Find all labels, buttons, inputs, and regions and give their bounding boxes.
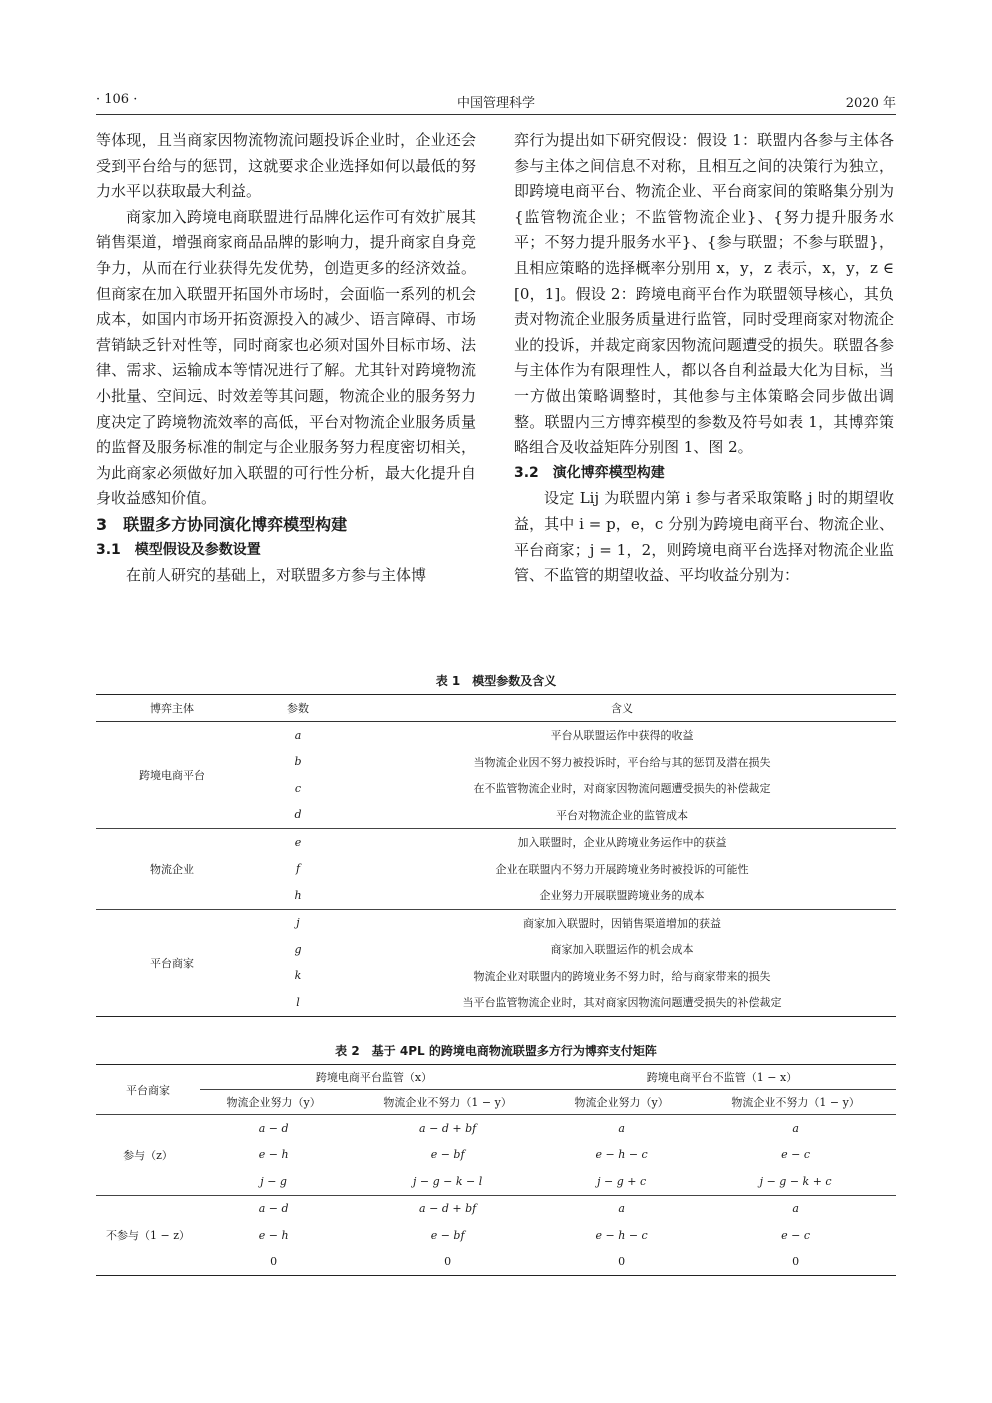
table2-row-label: 不参与（1 − z） — [105, 1229, 190, 1243]
table1-header: 参数 — [248, 695, 348, 722]
left-column — [96, 128, 476, 589]
table1-subject: 物流企业 — [96, 829, 248, 910]
paragraph: 等体现，且当商家因物流物流问题投诉企业时，企业还会受到平台给与的惩罚，这就要求企业选择如何以最低的努力水平以获取最大利益。 — [96, 131, 476, 201]
table2-subheader: 物流企业努力（y） — [548, 1090, 695, 1115]
table2-caption: 表 2 基于 4PL 的跨境电商物流联盟多方行为博弈支付矩阵 — [335, 1044, 657, 1058]
table2-cell: e − h − c — [595, 1228, 648, 1242]
table2-group-header: 跨境电商平台不监管（1 − x） — [548, 1065, 896, 1090]
table2-cell: 0 — [792, 1255, 800, 1269]
table2-cell: j − g − k − l — [347, 1168, 548, 1195]
table2-cell: e − c — [781, 1148, 811, 1162]
table2-cell: a — [618, 1121, 625, 1135]
table2-cell: 0 — [618, 1255, 626, 1269]
paragraph: 在前人研究的基础上，对联盟多方参与主体博 — [126, 566, 427, 585]
table2-cell: a − d — [258, 1202, 289, 1216]
table2-cell: a − d — [258, 1121, 289, 1135]
section-heading: 3 联盟多方协同演化博弈模型构建 — [96, 514, 348, 534]
paragraph: 设定 Lij 为联盟内第 i 参与者采取策略 j 时的期望收益，其中 i = p，e，c 分别为跨境电商平台、物流企业、平台商家；j = 1，2，则跨境电商平台选择对物流企业监管、不监管的期望收益、平均收益分别为： — [514, 489, 894, 585]
page-number: · 106 · — [96, 92, 138, 107]
right-column — [514, 128, 894, 589]
table1-subject: 跨境电商平台 — [96, 722, 248, 829]
table1-param: l — [296, 995, 300, 1009]
table1-param: j — [296, 916, 300, 930]
header-rule — [96, 114, 896, 115]
table1-param: k — [294, 969, 302, 983]
table2-cell: 0 — [444, 1255, 452, 1269]
subsection-heading: 3.2 演化博弈模型构建 — [514, 464, 665, 481]
table2-cell: e − c — [781, 1228, 811, 1242]
table1-meaning: 企业努力开展联盟跨境业务的成本 — [348, 882, 896, 909]
table1-meaning: 平台从联盟运作中获得的收益 — [550, 729, 694, 743]
table1-meaning: 商家加入联盟时，因销售渠道增加的获益 — [523, 916, 721, 930]
table2-cell: a — [792, 1121, 799, 1135]
table1-param: f — [295, 862, 301, 876]
table1-param: c — [294, 781, 302, 795]
table2-cell: e − bf — [430, 1228, 465, 1242]
subsection-heading: 3.1 模型假设及参数设置 — [96, 541, 261, 558]
paragraph: 商家加入跨境电商联盟进行品牌化运作可有效扩展其销售渠道，增强商家商品品牌的影响力，提升商家自身竞争力，从而在行业获得先发优势，创造更多的经济效益。但商家在加入联盟开拓国外市场时，会面临一系列的机会成本，如国内市场开拓资源投入的减少、语言障碍、市场营销缺乏针对性等，同时商家也必须对国外目标市场、法律、需求、运输成本等情况进行了解。尤其针对跨境物流小批量、空间远、时效差等其问题，物流企业的服务努力度决定了跨境物流效率的高低，平台对物流企业服务质量的监督及服务标准的制定与企业服务努力程度密切相关，为此商家必须做好加入联盟的可行性分析，最大化提升自身收益感知价值。 — [96, 207, 476, 508]
table1-meaning: 加入联盟时，企业从跨境业务运作中的获益 — [517, 836, 727, 850]
table2-cell: j − g — [200, 1168, 347, 1195]
table1-header: 博弈主体 — [96, 695, 248, 722]
table1-meaning: 企业在联盟内不努力开展跨境业务时被投诉的可能性 — [495, 862, 749, 876]
table1 — [96, 694, 896, 1017]
table2-cell: j − g + c — [548, 1168, 695, 1195]
table2-cell: e − h — [258, 1148, 289, 1162]
table1-meaning: 商家加入联盟运作的机会成本 — [550, 943, 694, 957]
table2-cell: a — [792, 1202, 799, 1216]
table2 — [96, 1064, 896, 1276]
table2-cell: a − d + bf — [419, 1202, 477, 1216]
table1-caption: 表 1 模型参数及含义 — [435, 674, 557, 688]
table2-corner: 平台商家 — [96, 1065, 200, 1115]
table2-cell: e − bf — [430, 1148, 465, 1162]
table1-subject: 平台商家 — [150, 956, 194, 970]
table1-param: a — [294, 728, 302, 742]
table1-meaning: 物流企业对联盟内的跨境业务不努力时，给与商家带来的损失 — [473, 969, 771, 983]
table1-meaning: 当平台监管物流企业时，其对商家因物流问题遭受损失的补偿裁定 — [462, 996, 782, 1010]
table2-cell: e − h — [258, 1228, 289, 1242]
table2-cell: 0 — [270, 1255, 278, 1269]
table1-param: d — [248, 802, 348, 829]
table2-subheader: 物流企业不努力（1 − y） — [695, 1090, 896, 1115]
running-header — [96, 92, 896, 112]
table1-meaning: 当物流企业因不努力被投诉时，平台给与其的惩罚及潜在损失 — [473, 755, 771, 769]
table1-header: 含义 — [348, 695, 896, 722]
table1-param: e — [294, 835, 302, 849]
table1-meaning: 在不监管物流企业时，对商家因物流问题遭受损失的补偿裁定 — [473, 782, 771, 796]
year: 2020 年 — [845, 96, 896, 111]
table2-cell: a − d + bf — [419, 1121, 477, 1135]
table2-cell: e − h − c — [595, 1148, 648, 1162]
table1-meaning: 平台对物流企业的监管成本 — [348, 802, 896, 829]
journal-title: 中国管理科学 — [456, 96, 535, 111]
paragraph: 弈行为提出如下研究假设：假设 1：联盟内各参与主体各参与主体之间信息不对称，且相互之间的决策行为独立，即跨境电商平台、物流企业、平台商家间的策略集分别为{监管物流企业；不监管物流企业}、{努力提升服务水平；不努力提升服务水平}、{参与联盟；不参与联盟}，且相应策略的选择概率分别用 x，y，z 表示，x，y，z ∈ [0，1]。假设 2：跨境电商平台作为联盟领导核心，其负责对物流企业服务质量进行监管，同时受理商家对物流企业的投诉，并裁定商家因物流问题遭受的损失。联盟各参与主体作为有限理性人，都以各自利益最大化为目标，当一方做出策略调整时，其他参与主体策略会同步做出调整。联盟内三方博弈模型的参数及符号如表 1，其博弈策略组合及收益矩阵分别图 1、图 2。 — [514, 131, 894, 457]
table2-subheader: 物流企业不努力（1 − y） — [347, 1090, 548, 1115]
table1-param: b — [294, 755, 302, 769]
table2-cell: a — [618, 1202, 625, 1216]
table1-param: h — [248, 882, 348, 909]
table2-row-label: 参与（z） — [96, 1115, 200, 1196]
table2-cell: j − g − k + c — [695, 1168, 896, 1195]
table1-param: g — [294, 942, 302, 956]
table2-subheader: 物流企业努力（y） — [200, 1090, 347, 1115]
table2-group-header: 跨境电商平台监管（x） — [200, 1065, 548, 1090]
